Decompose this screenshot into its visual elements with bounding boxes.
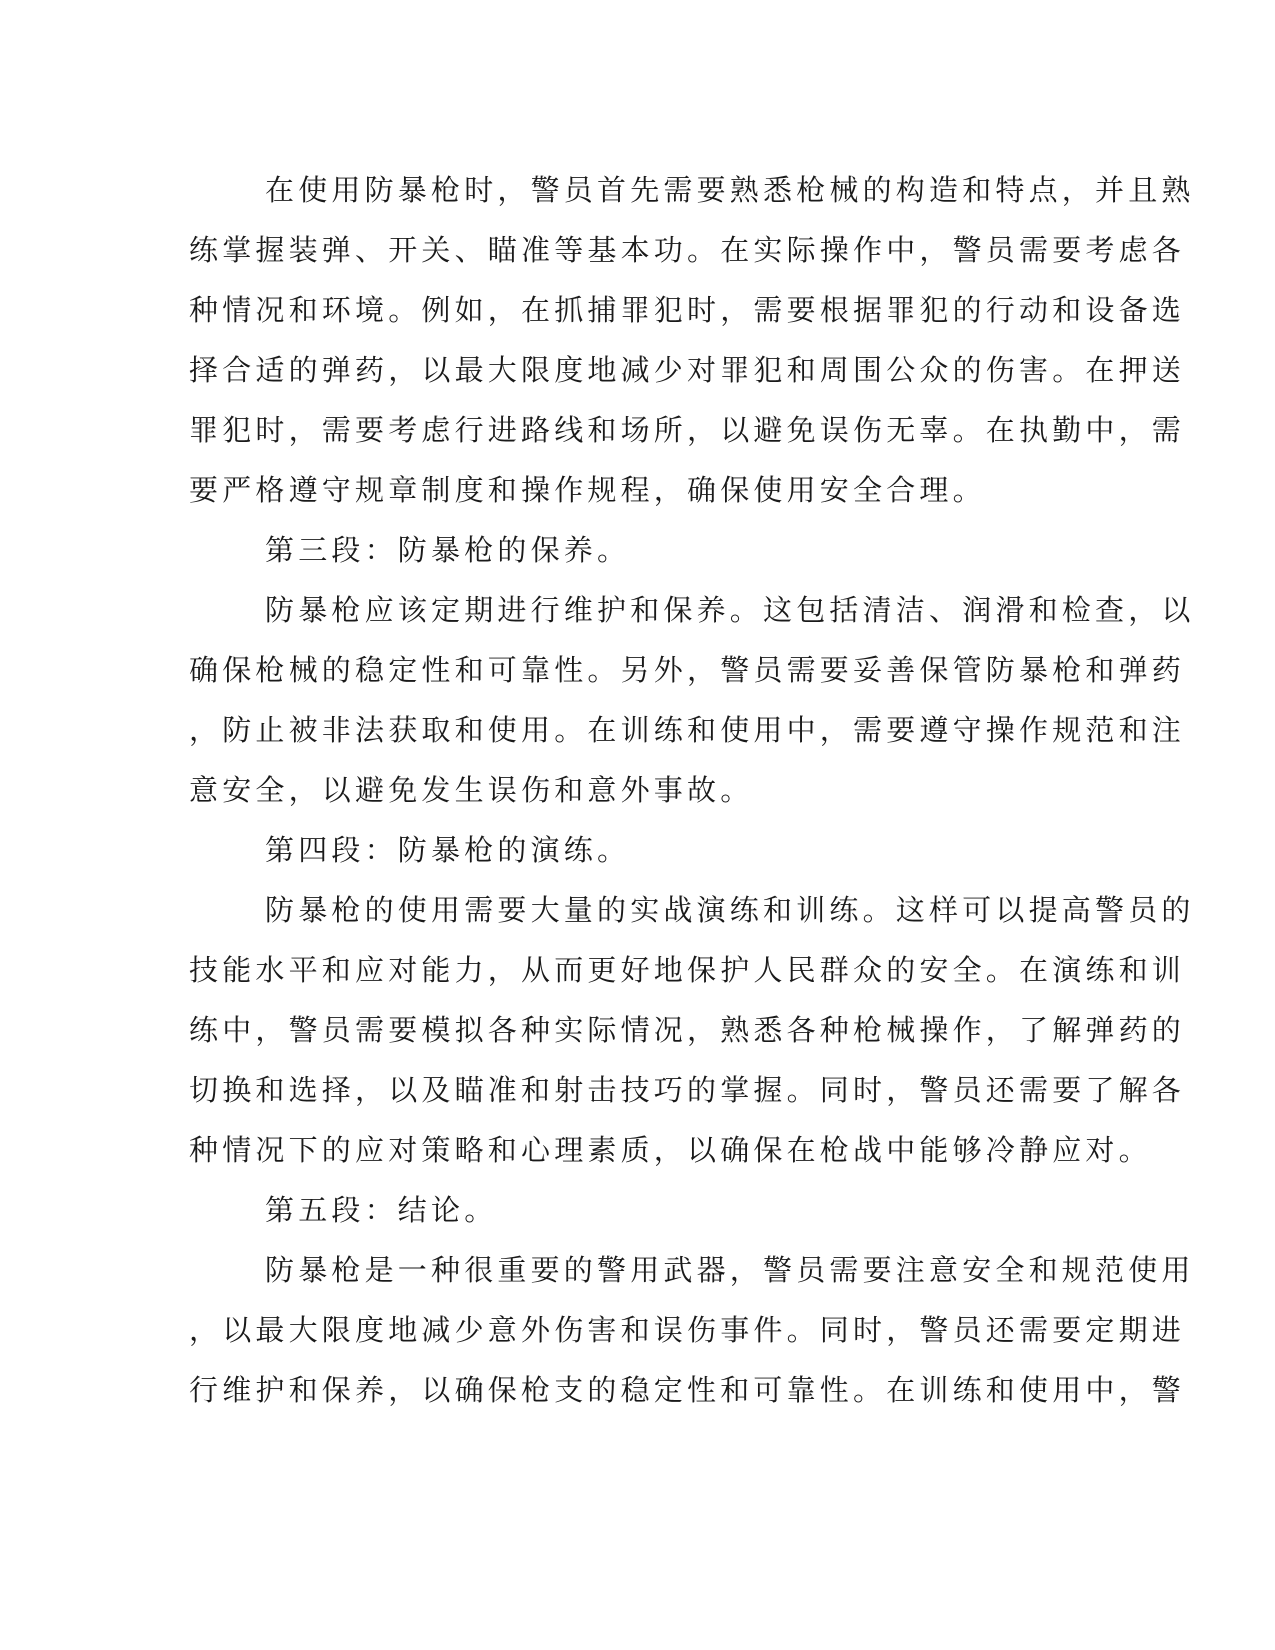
paragraph-line: 练中，警员需要模拟各种实际情况，熟悉各种枪械操作，了解弹药的: [189, 1013, 1186, 1047]
paragraph-line: 切换和选择，以及瞄准和射击技巧的掌握。同时，警员还需要了解各: [189, 1073, 1186, 1107]
paragraph-line: 罪犯时，需要考虑行进路线和场所，以避免误伤无辜。在执勤中，需: [189, 413, 1186, 447]
paragraph-line: 意安全，以避免发生误伤和意外事故。: [189, 773, 754, 807]
document-body: [189, 160, 1195, 1420]
section-heading: 第五段：结论。: [265, 1193, 498, 1227]
paragraph-line: 防暴枪是一种很重要的警用武器，警员需要注意安全和规范使用: [265, 1253, 1195, 1287]
paragraph-line: 种情况和环境。例如，在抓捕罪犯时，需要根据罪犯的行动和设备选: [189, 293, 1186, 327]
section-heading: 第四段：防暴枪的演练。: [265, 833, 631, 867]
paragraph-line: 择合适的弹药，以最大限度地减少对罪犯和周围公众的伤害。在押送: [189, 353, 1186, 387]
paragraph-line: ，以最大限度地减少意外伤害和误伤事件。同时，警员还需要定期进: [189, 1313, 1186, 1347]
paragraph-line: 种情况下的应对策略和心理素质，以确保在枪战中能够冷静应对。: [189, 1133, 1152, 1167]
paragraph-line: 防暴枪应该定期进行维护和保养。这包括清洁、润滑和检查，以: [265, 593, 1195, 627]
paragraph-line: 防暴枪的使用需要大量的实战演练和训练。这样可以提高警员的: [265, 893, 1195, 927]
section-heading: 第三段：防暴枪的保养。: [265, 533, 631, 567]
paragraph-line: 行维护和保养，以确保枪支的稳定性和可靠性。在训练和使用中，警: [189, 1373, 1186, 1407]
paragraph-line: 确保枪械的稳定性和可靠性。另外，警员需要妥善保管防暴枪和弹药: [189, 653, 1186, 687]
paragraph-line: 练掌握装弹、开关、瞄准等基本功。在实际操作中，警员需要考虑各: [189, 233, 1186, 267]
paragraph-line: 在使用防暴枪时，警员首先需要熟悉枪械的构造和特点，并且熟: [265, 173, 1195, 207]
paragraph-line: ，防止被非法获取和使用。在训练和使用中，需要遵守操作规范和注: [189, 713, 1186, 747]
paragraph-line: 要严格遵守规章制度和操作规程，确保使用安全合理。: [189, 473, 986, 507]
paragraph-line: 技能水平和应对能力，从而更好地保护人民群众的安全。在演练和训: [189, 953, 1186, 987]
